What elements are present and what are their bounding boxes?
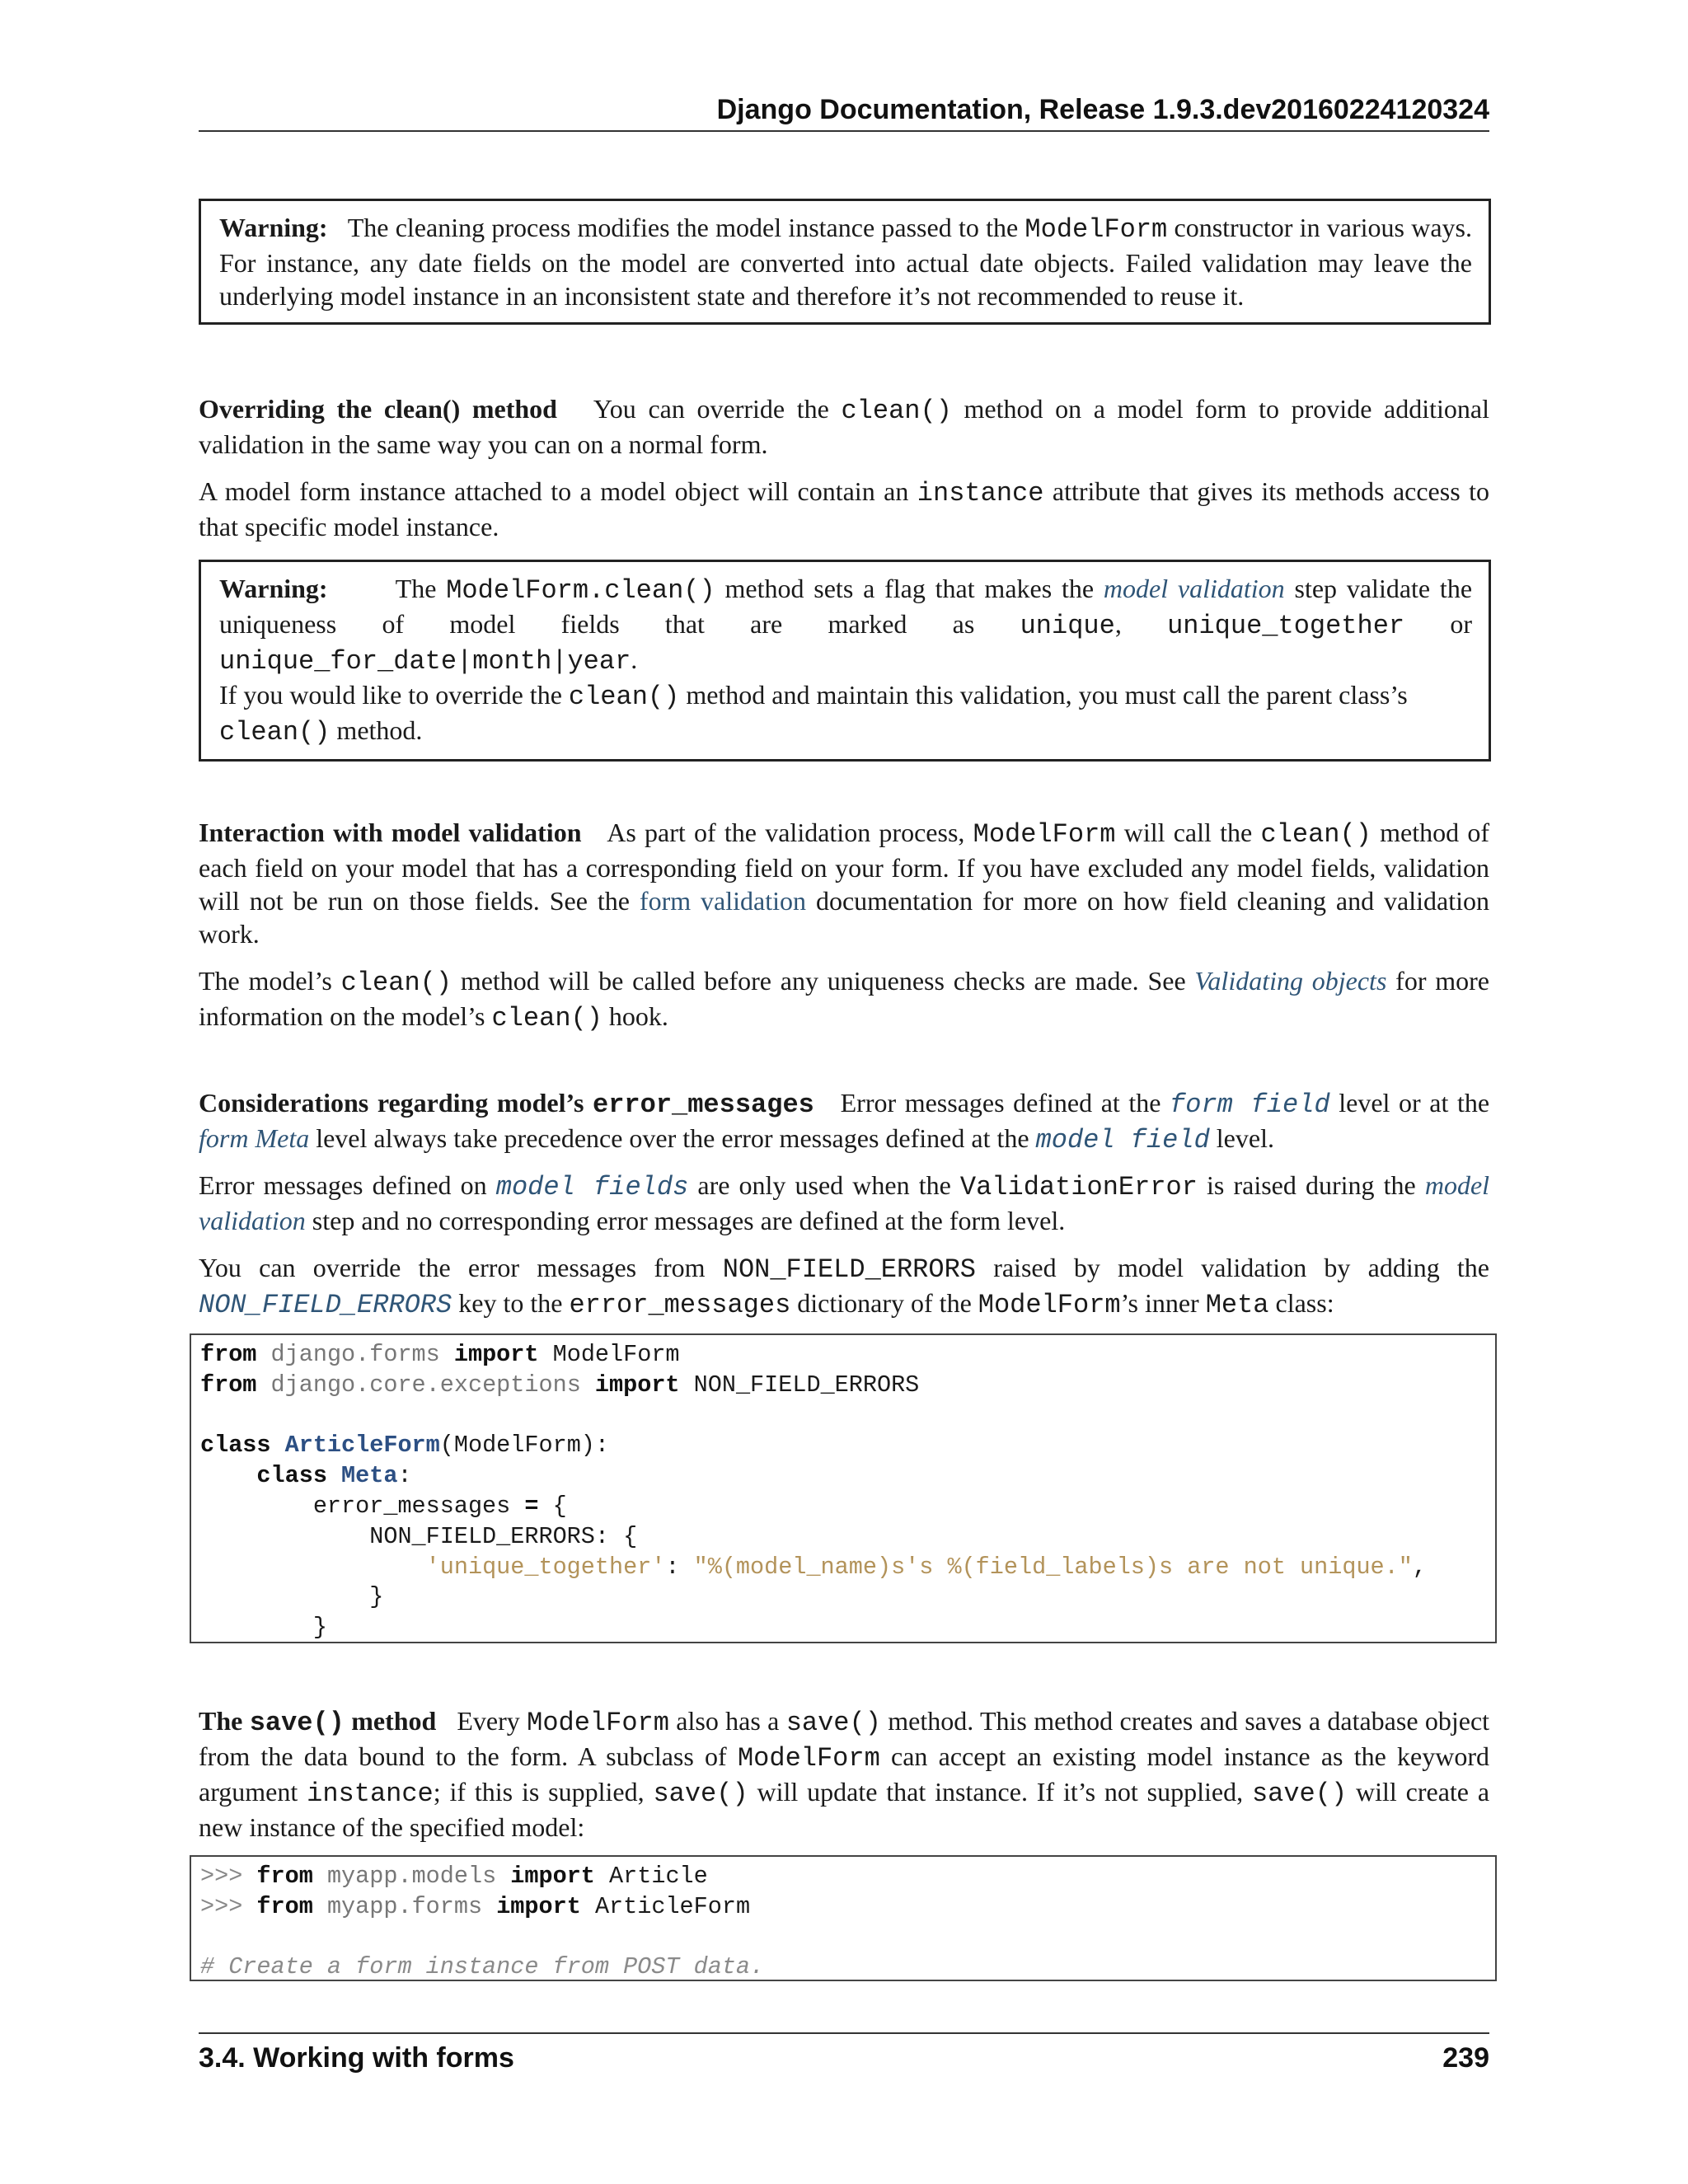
code-clean: clean() bbox=[219, 717, 331, 748]
text: You can override the bbox=[593, 394, 842, 424]
text: method of each field on your model that has a corresponding field on your form. If you have excluded any model fields, validation will not be run on those fields. See the bbox=[199, 818, 1490, 916]
text: method. bbox=[330, 715, 423, 745]
text: , bbox=[1114, 609, 1168, 639]
code-save: save() bbox=[785, 1708, 881, 1738]
text: also has a bbox=[668, 1706, 786, 1736]
text: level or at the bbox=[1329, 1088, 1490, 1118]
warning-second-line bbox=[219, 678, 1472, 749]
text: step validate the uniqueness of model fields that are marked as bbox=[219, 574, 1473, 639]
code-keyword: import bbox=[453, 1341, 539, 1368]
link-form-meta[interactable]: form Meta bbox=[199, 1123, 310, 1153]
code-keyword: class bbox=[200, 1432, 271, 1460]
code-modelform-clean: ModelForm.clean() bbox=[446, 575, 715, 606]
code-text: NON_FIELD_ERRORS: { bbox=[369, 1522, 638, 1550]
text: level always take precedence over the error messages defined at the bbox=[309, 1123, 1036, 1153]
section-heading-errors bbox=[199, 1088, 814, 1118]
code-non-field-errors: NON_FIELD_ERRORS bbox=[722, 1254, 976, 1285]
footer-section-title: 3.4. Working with forms bbox=[199, 2042, 514, 2074]
text: method on a model form to provide additional validation in the same way you can on a normal form. bbox=[199, 394, 1489, 459]
code-save: save() bbox=[653, 1779, 748, 1809]
heading-text: Considerations regarding model’s bbox=[199, 1088, 593, 1118]
errors-paragraph-3 bbox=[199, 1251, 1489, 1322]
code-text: , bbox=[1412, 1553, 1427, 1581]
section-heading-save bbox=[199, 1706, 436, 1736]
text: is raised during the bbox=[1197, 1170, 1425, 1200]
code-save: save() bbox=[1251, 1779, 1348, 1809]
code-name: NON_FIELD_ERRORS bbox=[693, 1371, 920, 1399]
errors-paragraph-1 bbox=[199, 1086, 1489, 1157]
code-clean: clean() bbox=[340, 968, 452, 998]
text: . bbox=[631, 644, 638, 674]
code-keyword: import bbox=[510, 1863, 595, 1890]
code-name: Article bbox=[609, 1863, 708, 1890]
code-clean: clean() bbox=[1260, 819, 1372, 850]
text: The model’s bbox=[199, 966, 341, 996]
text: are only used when the bbox=[688, 1170, 960, 1200]
save-paragraph bbox=[199, 1704, 1489, 1844]
text: hook. bbox=[602, 1001, 668, 1031]
warning-text: The cleaning process modifies the model instance passed to the bbox=[347, 213, 1025, 242]
clean-paragraph-1 bbox=[199, 392, 1489, 461]
link-model-validation[interactable]: model validation bbox=[1103, 574, 1285, 603]
link-validating-objects[interactable]: Validating objects bbox=[1194, 966, 1387, 996]
code-module: myapp.forms bbox=[326, 1892, 483, 1920]
link-model-fields[interactable]: model fields bbox=[495, 1172, 689, 1202]
code-keyword: from bbox=[256, 1892, 313, 1920]
code-unique: unique bbox=[1020, 611, 1115, 641]
text: can accept an existing model instance as the keyword argument bbox=[199, 1741, 1490, 1807]
text: class: bbox=[1268, 1288, 1334, 1318]
page-footer bbox=[199, 2032, 1489, 2083]
text: As part of the validation process, bbox=[607, 818, 973, 847]
code-text: (ModelForm): bbox=[439, 1432, 609, 1460]
heading-code: save() bbox=[249, 1708, 345, 1738]
code-keyword: class bbox=[256, 1462, 327, 1490]
code-string: "%(model_name)s's %(field_labels)s are not unique." bbox=[693, 1553, 1413, 1581]
heading-text: method bbox=[344, 1706, 437, 1736]
header-title: Django Documentation, Release 1.9.3.dev20160224120324 bbox=[716, 94, 1489, 125]
text: method will be called before any uniqueness checks are made. See bbox=[452, 966, 1195, 996]
code-class-name: ArticleForm bbox=[284, 1432, 440, 1460]
link-model-field[interactable]: model field bbox=[1035, 1125, 1210, 1155]
text: Every bbox=[457, 1706, 528, 1736]
section-heading-clean: Overriding the clean() method bbox=[199, 394, 557, 424]
code-text: } bbox=[369, 1583, 384, 1611]
code-module: django.core.exceptions bbox=[270, 1371, 581, 1399]
code-module: django.forms bbox=[270, 1341, 440, 1368]
text: attribute that gives its methods access to that specific model instance. bbox=[199, 476, 1490, 541]
code-instance: instance bbox=[917, 478, 1044, 509]
interaction-paragraph-1 bbox=[199, 816, 1489, 950]
text: method sets a flag that makes the bbox=[715, 574, 1104, 603]
text: method. This method creates and saves a database object from the data bound to the form. A subclass of bbox=[199, 1706, 1490, 1771]
text: step and no corresponding error messages are defined at the form level. bbox=[305, 1206, 1066, 1235]
code-instance: instance bbox=[307, 1779, 434, 1809]
code-modelform: ModelForm bbox=[527, 1708, 669, 1738]
text: will call the bbox=[1115, 818, 1261, 847]
text: documentation for more on how field cleaning and validation work. bbox=[199, 886, 1489, 949]
heading-text: The bbox=[199, 1706, 250, 1736]
code-modelform: ModelForm bbox=[978, 1290, 1121, 1320]
code-keyword: import bbox=[594, 1371, 680, 1399]
text: for more information on the model’s bbox=[199, 966, 1490, 1031]
code-clean: clean() bbox=[568, 682, 680, 712]
code-name: ModelForm bbox=[552, 1341, 680, 1368]
link-form-field[interactable]: form field bbox=[1170, 1090, 1330, 1120]
code-module: myapp.models bbox=[326, 1863, 497, 1890]
warning-text: constructor in various ways. For instance, any date fields on the model are converted into actual date objects. Failed validation may leave the underlying model instance in an inconsistent state and therefore it’s not recommended to reuse it. bbox=[219, 213, 1473, 311]
text: A model form instance attached to a model object will contain an bbox=[199, 476, 917, 506]
code-text: : bbox=[397, 1462, 412, 1490]
code-keyword: import bbox=[496, 1892, 581, 1920]
code-block-save-example bbox=[190, 1855, 1497, 1981]
text: You can override the error messages from bbox=[199, 1253, 723, 1282]
text: Error messages defined on bbox=[199, 1170, 496, 1200]
link-non-field-errors[interactable]: NON_FIELD_ERRORS bbox=[199, 1290, 452, 1320]
code-keyword: from bbox=[200, 1341, 257, 1368]
link-model-validation[interactable]: model validation bbox=[199, 1170, 1490, 1235]
text: level. bbox=[1209, 1123, 1274, 1153]
code-text: } bbox=[312, 1614, 327, 1642]
code-text: { bbox=[552, 1492, 567, 1520]
clean-paragraph-2 bbox=[199, 475, 1489, 543]
code-prompt: >>> bbox=[200, 1892, 243, 1920]
text: key to the bbox=[452, 1288, 570, 1318]
code-string: 'unique_together' bbox=[425, 1553, 666, 1581]
code-comment: # Create a form instance from POST data. bbox=[200, 1953, 765, 1981]
text: If you would like to override the bbox=[219, 680, 569, 710]
warning-label: Warning: bbox=[219, 213, 328, 242]
text: raised by model validation by adding the bbox=[975, 1253, 1490, 1282]
text: or bbox=[1404, 609, 1473, 639]
warning-label: Warning: bbox=[219, 574, 328, 603]
code-unique-for-date: unique_for_date|month|year bbox=[219, 646, 631, 677]
code-unique-together: unique_together bbox=[1167, 611, 1405, 641]
code-validationerror: ValidationError bbox=[959, 1172, 1198, 1202]
text: will update that instance. If it’s not supplied, bbox=[748, 1777, 1252, 1807]
code-name: ArticleForm bbox=[594, 1892, 751, 1920]
code-text: : bbox=[665, 1553, 694, 1581]
code-clean: clean() bbox=[491, 1003, 603, 1033]
text: dictionary of the bbox=[790, 1288, 978, 1318]
code-error-messages: error_messages bbox=[569, 1290, 791, 1320]
code-operator: = bbox=[524, 1492, 539, 1520]
text: ; if this is supplied, bbox=[433, 1777, 654, 1807]
errors-paragraph-2 bbox=[199, 1169, 1489, 1237]
warning-box-clean bbox=[199, 560, 1491, 762]
page-header bbox=[199, 89, 1489, 132]
code-name: error_messages bbox=[312, 1492, 511, 1520]
code-modelform: ModelForm bbox=[1025, 214, 1168, 245]
warning-box-modelform bbox=[199, 199, 1491, 325]
interaction-paragraph-2 bbox=[199, 964, 1489, 1035]
code-meta: Meta bbox=[1205, 1290, 1269, 1320]
text: Error messages defined at the bbox=[840, 1088, 1170, 1118]
code-modelform: ModelForm bbox=[973, 819, 1116, 850]
code-keyword: from bbox=[200, 1371, 257, 1399]
code-class-name: Meta bbox=[341, 1462, 398, 1490]
text: will create a new instance of the specified model: bbox=[199, 1777, 1490, 1842]
code-keyword: from bbox=[256, 1863, 313, 1890]
heading-code: error_messages bbox=[593, 1090, 814, 1120]
code-modelform: ModelForm bbox=[737, 1743, 880, 1774]
code-block-articleform bbox=[190, 1333, 1497, 1643]
page-number: 239 bbox=[1442, 2042, 1489, 2074]
section-heading-interaction: Interaction with model validation bbox=[199, 818, 582, 847]
code-prompt: >>> bbox=[200, 1863, 243, 1890]
code-clean: clean() bbox=[841, 396, 952, 426]
text: The bbox=[395, 574, 447, 603]
text: method and maintain this validation, you must call the parent class’s bbox=[679, 680, 1408, 710]
link-form-validation[interactable]: form validation bbox=[639, 886, 807, 916]
text: ’s inner bbox=[1120, 1288, 1206, 1318]
